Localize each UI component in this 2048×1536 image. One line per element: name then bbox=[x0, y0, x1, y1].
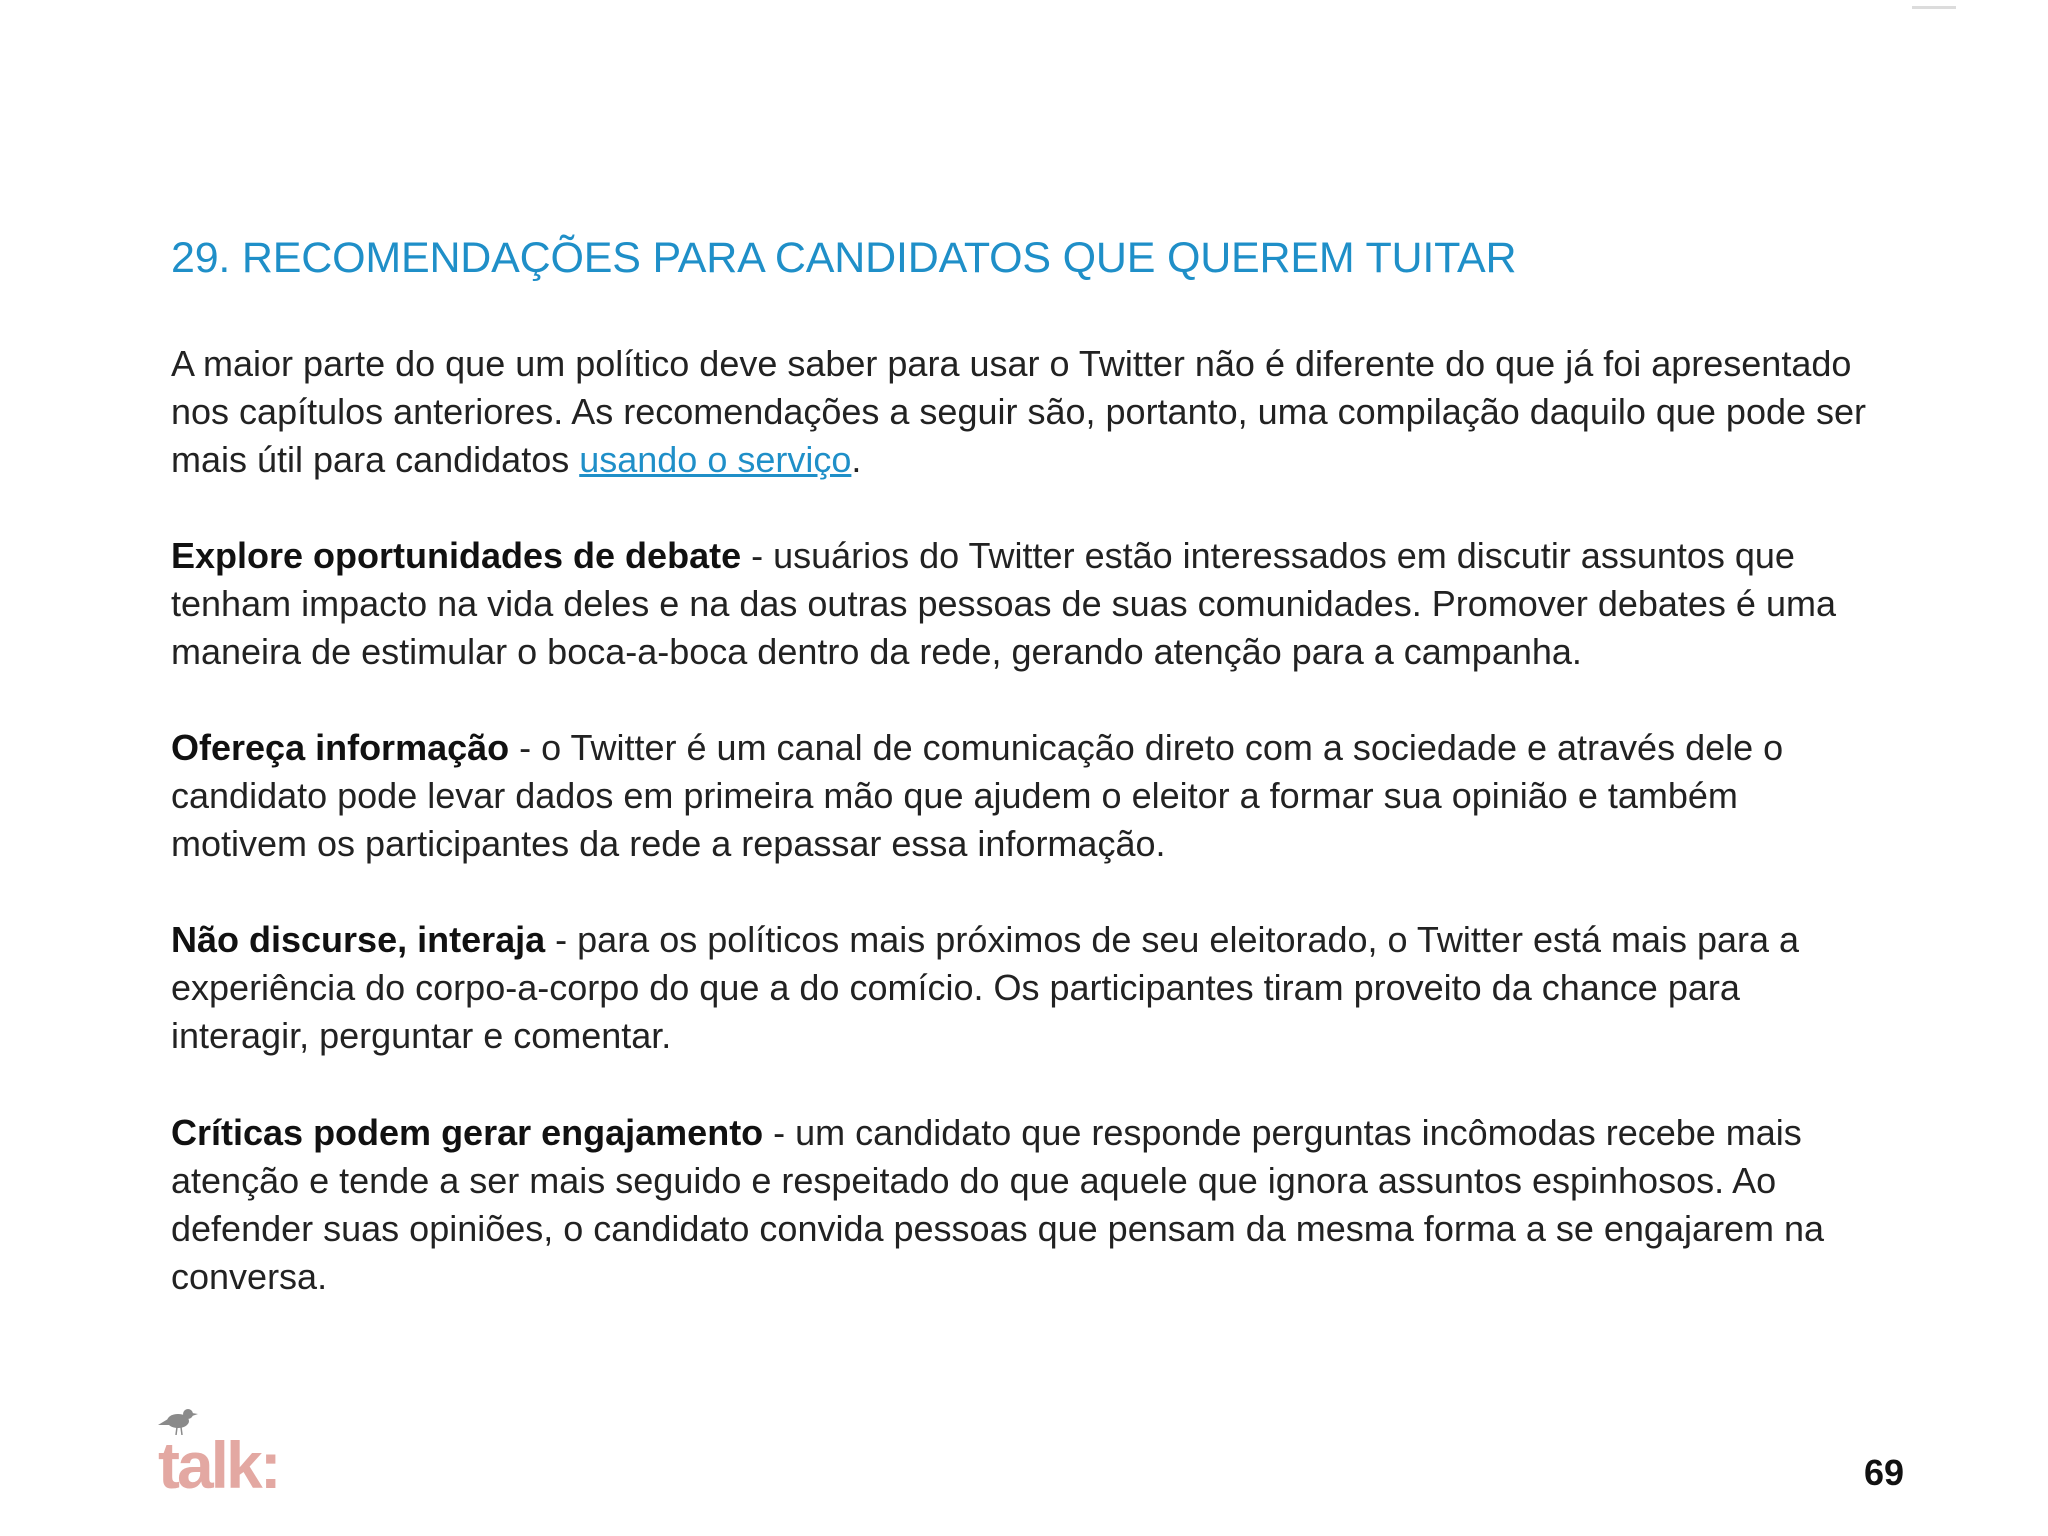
recommendation-heading: Não discurse, interaja bbox=[171, 919, 546, 960]
corner-mark bbox=[1912, 6, 1956, 9]
recommendation-body: - para os políticos mais próximos de seu eleitorado, o Twitter está mais para a experiência do corpo-a-corpo do que a do comício. Os participantes tiram proveito da chance para interagir, perguntar e comentar. bbox=[171, 919, 1800, 1056]
recommendation-heading: Críticas podem gerar engajamento bbox=[171, 1112, 764, 1153]
service-link[interactable]: usando o serviço bbox=[579, 439, 852, 480]
logo-text: talk: bbox=[158, 1428, 279, 1502]
recommendation-information bbox=[171, 724, 1881, 868]
recommendation-body: - o Twitter é um canal de comunicação direto com a sociedade e através dele o candidato pode levar dados em primeira mão que ajudem o eleitor a formar sua opinião e também motivem os participantes da rede a repassar essa informação. bbox=[171, 727, 1784, 864]
page-title: 29. RECOMENDAÇÕES PARA CANDIDATOS QUE QUEREM TUITAR bbox=[171, 234, 1517, 282]
talk-logo bbox=[158, 1405, 298, 1502]
recommendation-heading: Explore oportunidades de debate bbox=[171, 535, 742, 576]
recommendation-debate bbox=[171, 532, 1881, 676]
recommendation-body: - usuários do Twitter estão interessados em discutir assuntos que tenham impacto na vida deles e na das outras pessoas de suas comunidades. Promover debates é uma maneira de estimular o boca-a-boca dentro da rede, gerando atenção para a campanha. bbox=[171, 535, 1836, 672]
recommendation-interact bbox=[171, 916, 1881, 1060]
intro-paragraph bbox=[171, 340, 1881, 484]
recommendation-criticism bbox=[171, 1109, 1881, 1301]
recommendation-heading: Ofereça informação bbox=[171, 727, 510, 768]
intro-text: A maior parte do que um político deve saber para usar o Twitter não é diferente do que já foi apresentado nos capítulos anteriores. As recomendações a seguir são, portanto, uma compilação daquilo que pode ser mais útil para candidatos bbox=[171, 343, 1867, 480]
page-number: 69 bbox=[1863, 1452, 1904, 1493]
recommendation-body: - um candidato que responde perguntas incômodas recebe mais atenção e tende a ser mais seguido e respeitado do que aquele que ignora assuntos espinhosos. Ao defender suas opiniões, o candidato convida pessoas que pensam da mesma forma a se engajarem na conversa. bbox=[171, 1112, 1825, 1297]
intro-end: . bbox=[851, 439, 862, 480]
